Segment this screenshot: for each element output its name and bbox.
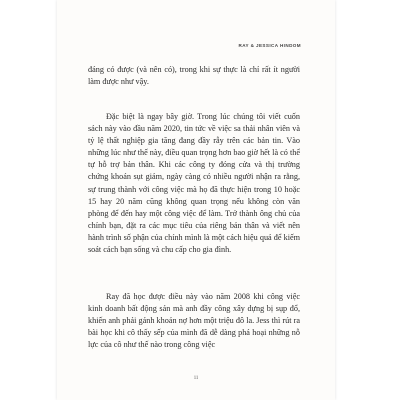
paragraph-text: Ray đã học được điều này vào năm 2008 khi công việc kinh doanh bất động sản mà anh đầy công xây dựng bị sụp đổ, khiến anh phải gánh khoản nợ hơn một triệu đô la. Jess thì rút ra bài học khi cô thấy sếp của mình đã dễ dàng phá hoại những nỗ lực của cô như thế nào trong công việc bbox=[88, 292, 300, 350]
book-page bbox=[57, 0, 335, 400]
running-head: RAY & JESSICA HINDOM bbox=[238, 43, 301, 48]
paragraph-2 bbox=[88, 111, 300, 256]
paragraph-text: Đặc biệt là ngay bây giờ. Trong lúc chúng tôi viết cuốn sách này vào đầu năm 2020, tin tức về việc sa thải nhân viên và tỷ lệ thất nghiệp gia tăng đang đầy rẫy trên các bản tin. Vào những lúc như thế này, điều quan trọng hơn bao giờ hết là có thể tự hỗ trợ bản thân. Khi các công ty đóng cửa và thị trường chứng khoán sụt giảm, ngày càng có nhiều người nhận ra rằng, sự trung thành với công việc mà họ đã thực hiện trong 10 hoặc 15 hay 20 năm cũng không quan trọng nếu không còn văn phòng để đến hay một công việc để làm. Trở thành ông chủ của chính bạn, đặt ra các mục tiêu của riêng bản thân và viết nên hành trình số phận của chính mình là một cách hiệu quả để kiếm soát cách bạn sống và chu cấp cho gia đình. bbox=[88, 112, 300, 255]
page-number: 11 bbox=[193, 376, 199, 381]
paragraph-3 bbox=[88, 291, 300, 351]
paragraph-1 bbox=[88, 64, 300, 88]
paragraph-text: đáng có được (và nên có), trong khi sự thực là chỉ rất ít người làm được như vậy. bbox=[88, 65, 300, 87]
